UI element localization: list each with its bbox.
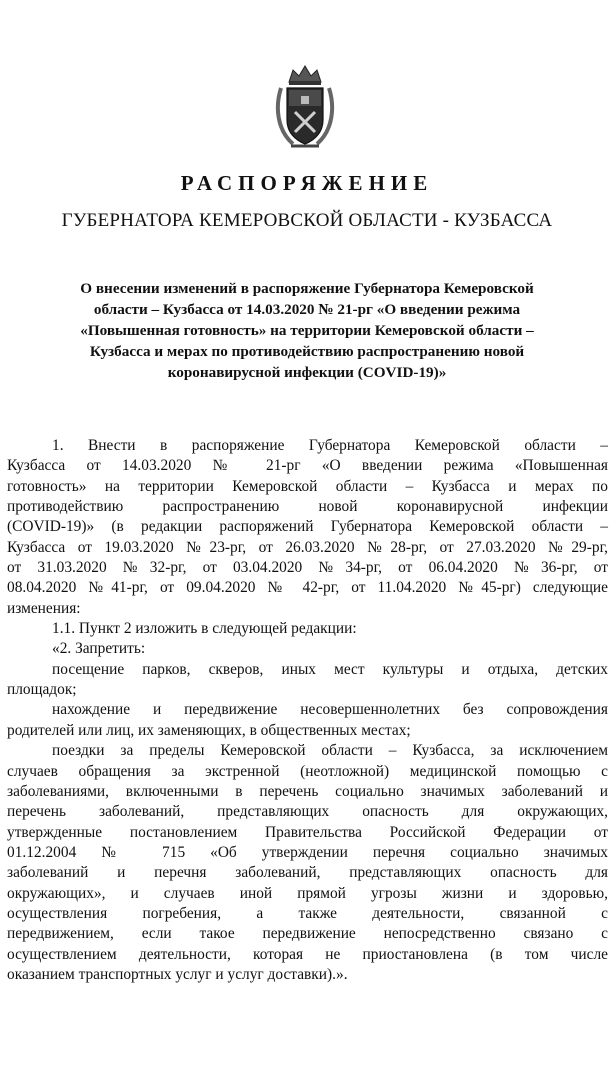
body-line: заболеваний и перечня заболеваний, представляющих опасность для [7,864,608,882]
body-line: оказанием транспортных услуг и услуг доставки).». [7,965,348,983]
body-line: (COVID-19)» (в редакции распоряжений Губернатора Кемеровской области – [7,518,608,536]
title-line: «Повышенная готовность» на территории Кемеровской области – [80,322,534,339]
coat-of-arms-icon [271,62,339,152]
body-line: 01.12.2004 № 715 «Об утверждении перечня социально значимых [7,843,608,861]
issuer-heading: ГУБЕРНАТОРА КЕМЕРОВСКОЙ ОБЛАСТИ - КУЗБАССА [61,210,553,231]
body-line: осуществлением деятельности, которая не приостановлена (в том числе [7,945,608,963]
body-line: нахождение и передвижение несовершеннолетних без сопровождения [52,701,608,719]
body-line: «2. Запретить: [52,640,146,658]
title-line: О внесении изменений в распоряжение Губернатора Кемеровской [80,280,534,297]
body-line: противодействию распространению новой коронавирусной инфекции [7,498,608,516]
body-line: 08.04.2020 №41-рг, от 09.04.2020 № 42-рг, от 11.04.2020 №45-рг) следующие [7,579,608,597]
body-line: от 31.03.2020 №32-рг, от 03.04.2020 №34-рг, от 06.04.2020 №36-рг, от [7,559,608,577]
body-line: 1.1. Пункт 2 изложить в следующей редакции: [52,620,357,638]
document-body [7,436,608,985]
body-line: 1. Внести в распоряжение Губернатора Кемеровской области – [52,437,608,454]
body-line: случаев обращения за экстренной (неотложной) медицинской помощью с [7,762,608,780]
title-line: коронавирусной инфекции (COVID-19)» [167,364,447,381]
body-line: площадок; [7,681,77,699]
document-title [30,278,584,383]
body-line: утвержденные постановлением Правительства Российской Федерации от [7,823,608,841]
body-line: передвижением, если такое передвижение непосредственно связано с [7,925,608,943]
title-line: Кузбасса и мерах по противодействию распространению новой [89,343,525,360]
body-line: Кузбасса от 19.03.2020 №23-рг, от 26.03.2020 №28-рг, от 27.03.2020 №29-рг, [7,538,608,556]
body-line: поездки за пределы Кемеровской области – Кузбасса, за исключением [52,742,608,760]
body-line: готовность» на территории Кемеровской области – Кузбасса и мерах по [7,477,608,495]
body-line: перечень заболеваний, представляющих опасность для окружающих, [7,803,608,821]
body-line: родителей или лиц, их заменяющих, в общественных местах; [7,721,411,739]
body-line: осуществления погребения, а также деятельности, связанной с [7,904,608,922]
title-line: области – Кузбасса от 14.03.2020 № 21-рг «О введении режима [93,301,521,318]
body-line: посещение парков, скверов, иных мест культуры и отдыха, детских [52,660,608,678]
body-line: заболеваниями, включенными в перечень социально значимых заболеваний и [7,782,608,800]
body-line: Кузбасса от 14.03.2020 № 21-рг «О введении режима «Повышенная [7,457,608,475]
document-type-heading: РАСПОРЯЖЕНИЕ [180,171,434,195]
body-line: окружающих», и случаев иной прямой угрозы жизни и здоровью, [7,884,608,902]
body-line: изменения: [7,599,81,617]
